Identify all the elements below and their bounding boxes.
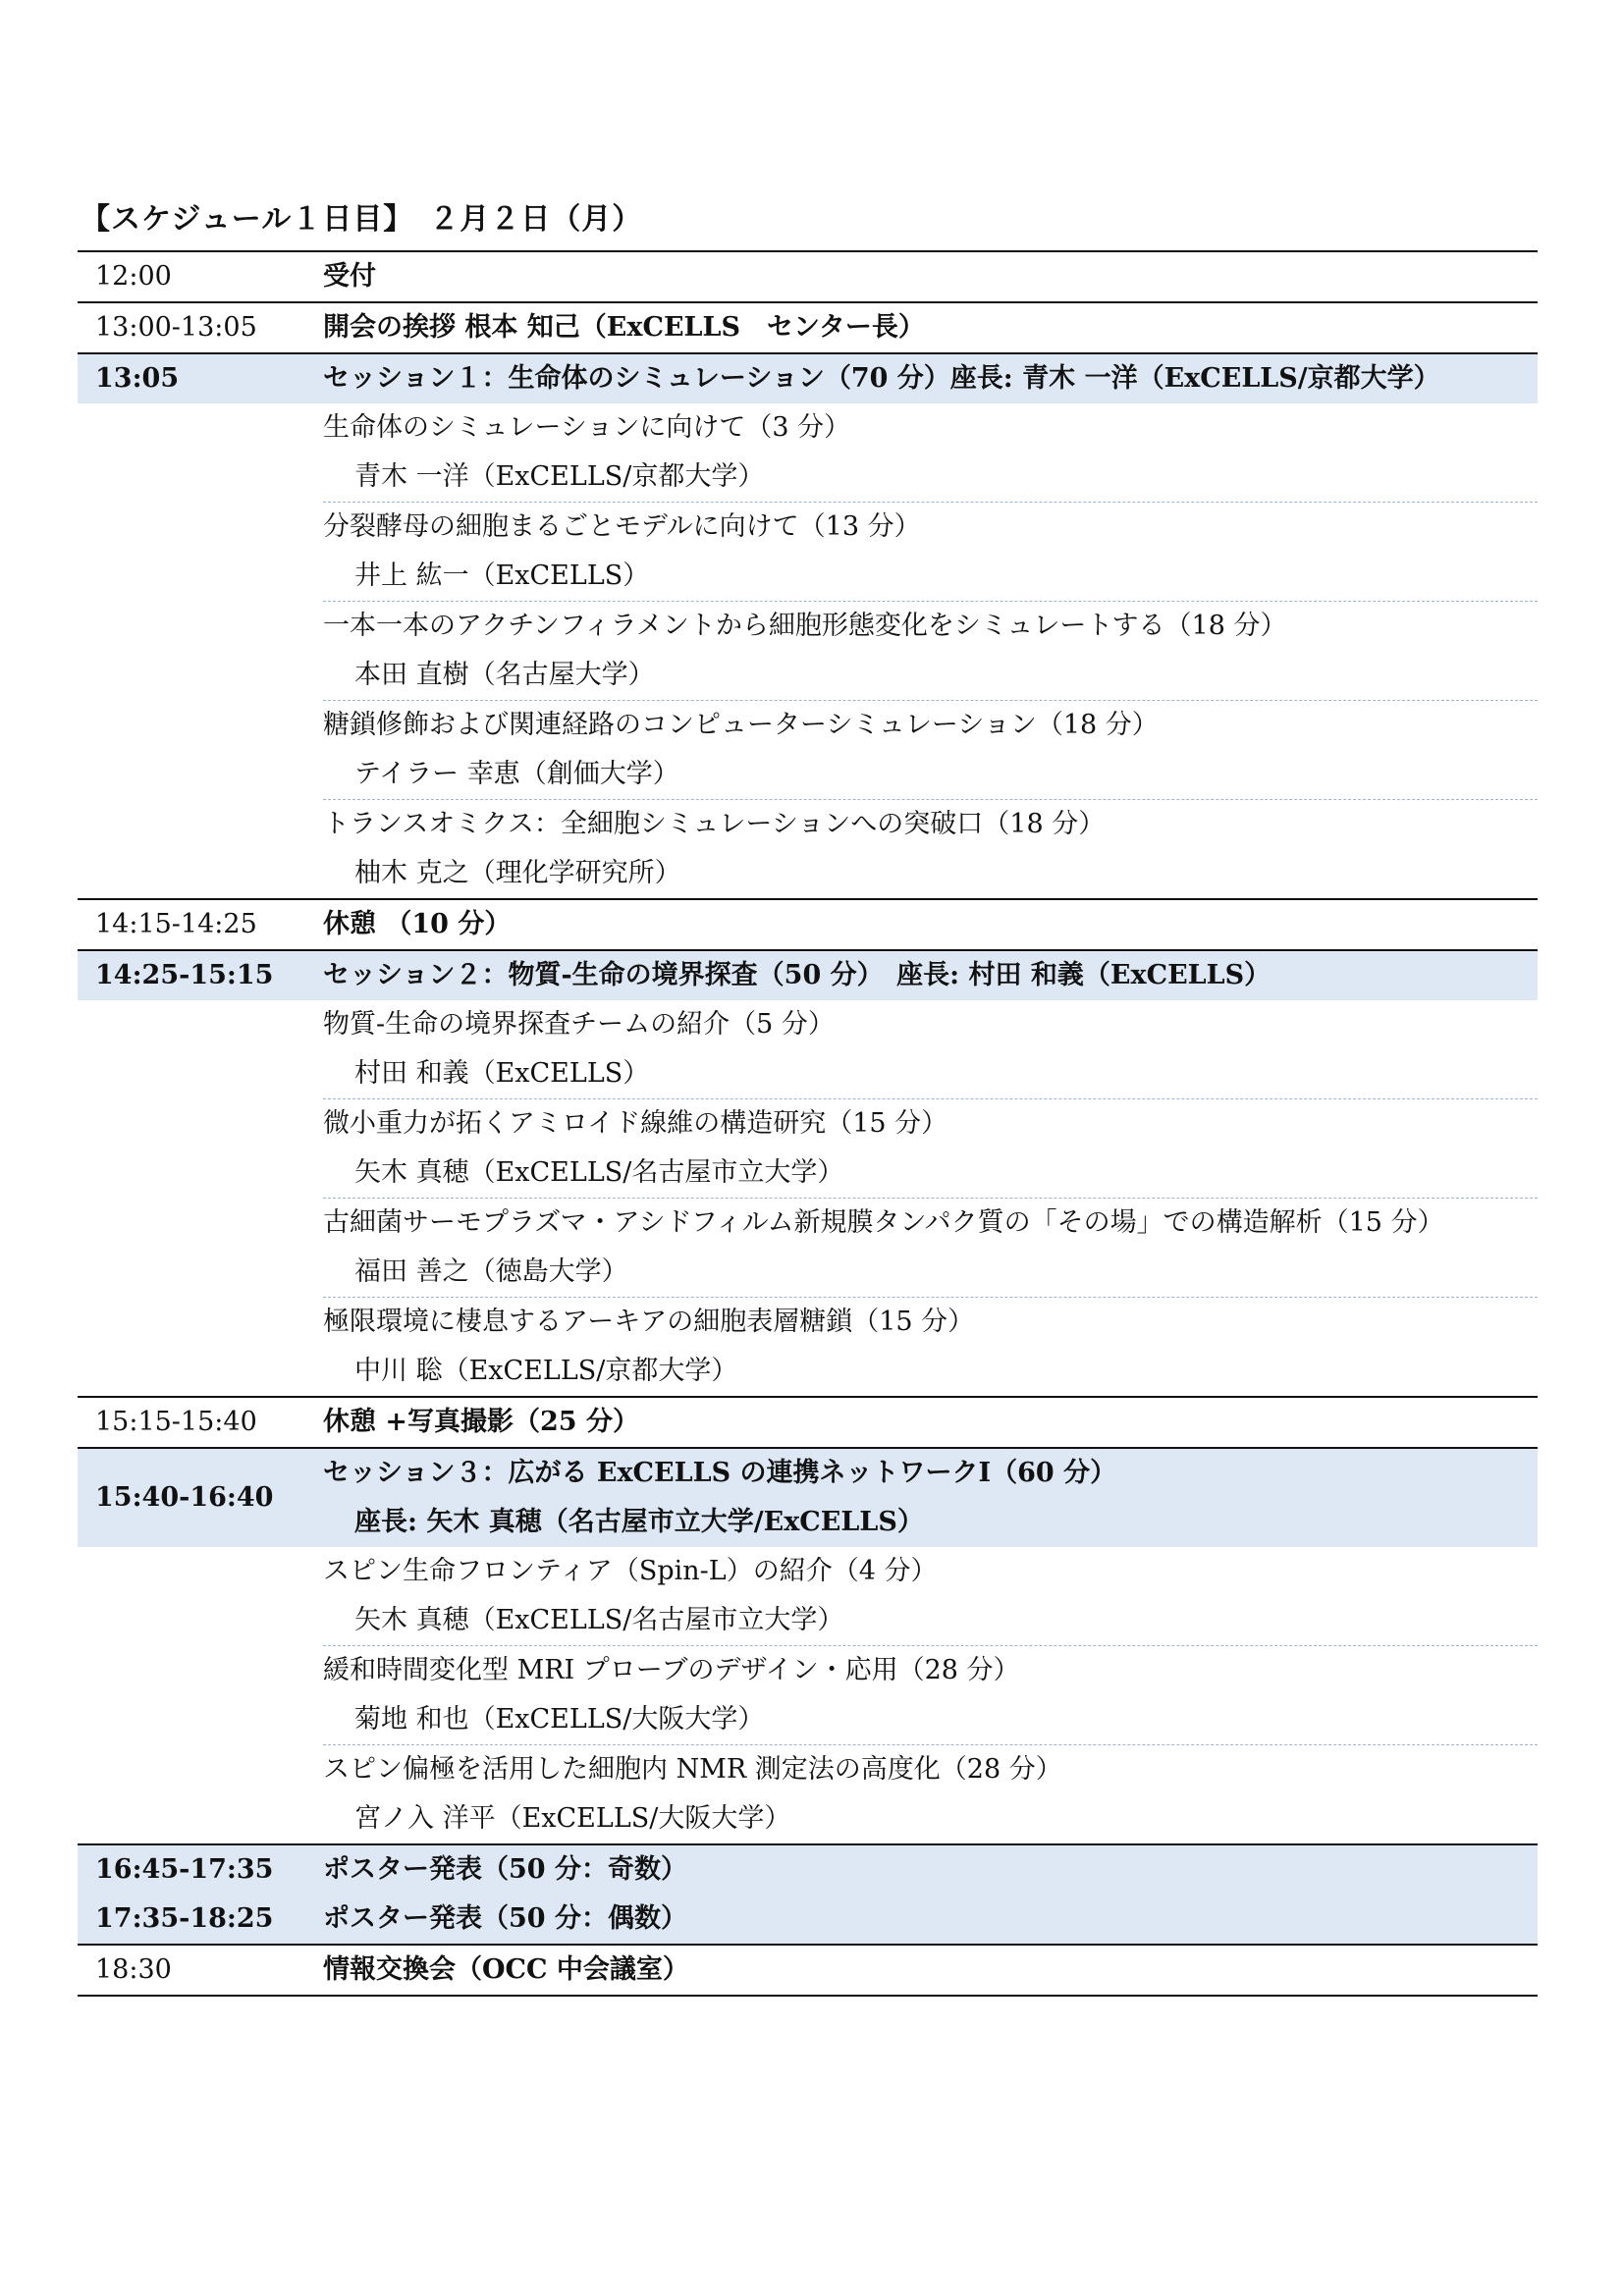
session-title: セッション３：広がる ExCELLS の連携ネットワークⅠ（60 分） (323, 1458, 1117, 1488)
row-time: 16:45-17:35 (95, 1854, 274, 1885)
row-text: 開会の挨拶 根本 知己（ExCELLS センター長） (323, 312, 925, 343)
talk-speaker: 村田 和義（ExCELLS） (354, 1058, 650, 1089)
talk-title: 緩和時間変化型 MRI プローブのデザイン・応用（28 分） (323, 1655, 1020, 1685)
session-3-talks (78, 1547, 1538, 1843)
talk-item (323, 800, 1538, 898)
schedule-row-break-2 (78, 1398, 1538, 1449)
row-time: 13:00-13:05 (95, 312, 257, 343)
row-time: 15:15-15:40 (95, 1407, 257, 1437)
schedule-row-poster-even (78, 1895, 1538, 1946)
session-1-header (78, 354, 1538, 403)
session-2-header (78, 951, 1538, 1000)
talk-item (323, 602, 1538, 701)
row-text: ポスター発表（50 分：奇数） (323, 1854, 687, 1885)
talk-item (323, 1745, 1538, 1843)
talk-item (323, 403, 1538, 503)
row-text: 情報交換会（OCC 中会議室） (323, 1954, 689, 1985)
talk-speaker: 青木 一洋（ExCELLS/京都大学） (354, 461, 765, 492)
talk-title: 極限環境に棲息するアーキアの細胞表層糖鎖（15 分） (323, 1307, 975, 1337)
session-3-header (78, 1449, 1538, 1547)
row-time: 18:30 (95, 1954, 172, 1985)
session-1-talks (78, 403, 1538, 900)
row-text: 受付 (323, 261, 376, 292)
talk-title: トランスオミクス：全細胞シミュレーションへの突破口（18 分） (323, 809, 1106, 839)
talk-item (323, 1298, 1538, 1396)
talk-speaker: 本田 直樹（名古屋大学） (354, 660, 655, 690)
session-2-talks (78, 1000, 1538, 1398)
row-text: 休憩 +写真撮影（25 分） (323, 1407, 639, 1437)
talk-speaker: 矢木 真穂（ExCELLS/名古屋市立大学） (354, 1157, 844, 1188)
talk-item (323, 1000, 1538, 1099)
talk-title: 分裂酵母の細胞まるごとモデルに向けて（13 分） (323, 511, 921, 542)
schedule-row-poster-odd (78, 1843, 1538, 1895)
session-title: セッション１：生命体のシミュレーション（70 分）座長: 青木 一洋（ExCELLS/京都大学） (323, 363, 1440, 394)
talk-speaker: 宮ノ入 洋平（ExCELLS/大阪大学） (354, 1803, 791, 1834)
talk-item (323, 701, 1538, 800)
row-time: 14:15-14:25 (95, 909, 257, 939)
talk-title: 生命体のシミュレーションに向けて（3 分） (323, 412, 851, 443)
talk-speaker: テイラー 幸恵（創価大学） (354, 759, 679, 789)
talk-item (323, 1199, 1538, 1298)
session-chair: 座長: 矢木 真穂（名古屋市立大学/ExCELLS） (354, 1507, 924, 1537)
talk-item (323, 1099, 1538, 1199)
row-time: 12:00 (95, 261, 172, 292)
session-time: 13:05 (95, 363, 180, 394)
talk-title: スピン生命フロンティア（Spin-L）の紹介（4 分） (323, 1556, 938, 1586)
talk-title: 古細菌サーモプラズマ・アシドフィルム新規膜タンパク質の「その場」での構造解析（15 分） (323, 1207, 1444, 1238)
talk-speaker: 井上 紘一（ExCELLS） (354, 561, 650, 591)
talk-speaker: 福田 善之（徳島大学） (354, 1256, 628, 1287)
page-title: 【スケジュール１日目】 ２月２日（月） (81, 202, 643, 237)
talk-speaker: 中川 聡（ExCELLS/京都大学） (354, 1356, 738, 1386)
schedule-row-opening (78, 303, 1538, 354)
talk-speaker: 菊地 和也（ExCELLS/大阪大学） (354, 1704, 765, 1735)
row-time: 17:35-18:25 (95, 1903, 274, 1934)
schedule-row-networking (78, 1946, 1538, 1997)
schedule-row-reception (78, 252, 1538, 303)
talk-speaker: 柚木 克之（理化学研究所） (354, 858, 681, 888)
row-text: 休憩 （10 分） (323, 909, 512, 939)
talk-title: 微小重力が拓くアミロイド線維の構造研究（15 分） (323, 1108, 948, 1139)
talk-title: 物質-生命の境界探査チームの紹介（5 分） (323, 1009, 835, 1040)
session-title: セッション２：物質-生命の境界探査（50 分） 座長: 村田 和義（ExCELLS） (323, 960, 1271, 990)
session-time: 14:25-15:15 (95, 960, 274, 990)
talk-title: スピン偏極を活用した細胞内 NMR 測定法の高度化（28 分） (323, 1754, 1062, 1785)
talk-speaker: 矢木 真穂（ExCELLS/名古屋市立大学） (354, 1605, 844, 1635)
talk-item (323, 1646, 1538, 1745)
schedule-table (78, 250, 1538, 1997)
talk-title: 一本一本のアクチンフィラメントから細胞形態変化をシミュレートする（18 分） (323, 611, 1287, 641)
session-time: 15:40-16:40 (95, 1482, 274, 1513)
row-text: ポスター発表（50 分：偶数） (323, 1903, 687, 1934)
schedule-row-break-1 (78, 900, 1538, 951)
talk-item (323, 503, 1538, 602)
talk-title: 糖鎖修飾および関連経路のコンピューターシミュレーション（18 分） (323, 710, 1159, 740)
talk-item (323, 1547, 1538, 1646)
